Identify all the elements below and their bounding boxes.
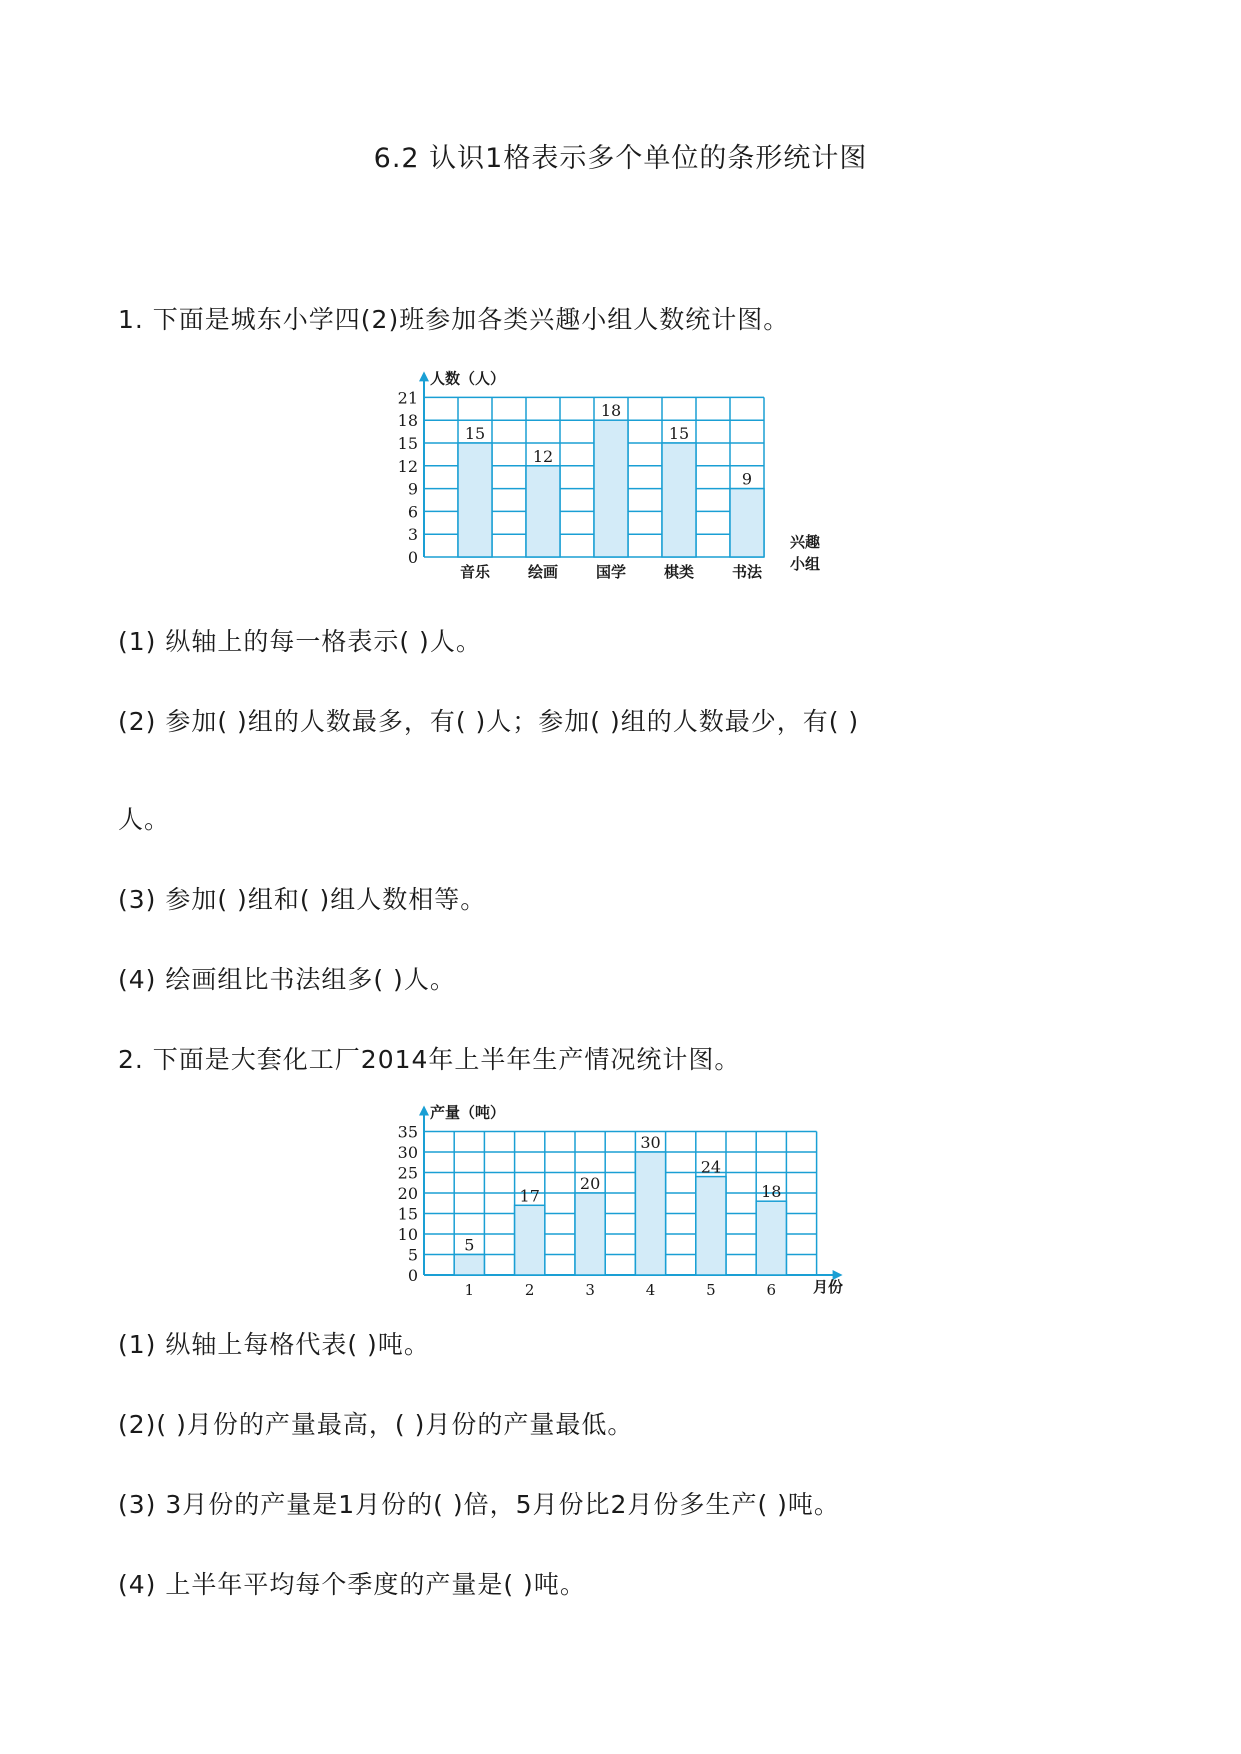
bar [730,489,764,557]
q1-sub3: (3) 参加( )组和( )组人数相等。 [118,885,487,914]
y-axis-label: 人数（人） [430,369,506,388]
bar-value-label: 17 [519,1186,540,1206]
bar-value-label: 24 [700,1157,722,1177]
y-tick-label: 15 [397,434,418,453]
y-axis-arrow [419,1106,429,1116]
y-tick-label: 20 [397,1184,418,1203]
bar [526,466,560,557]
x-axis-label: 月份 [812,1278,844,1296]
bar [594,420,628,557]
q1-sub1: (1) 纵轴上的每一格表示( )人。 [118,627,482,656]
category-label: 5 [706,1281,716,1299]
y-tick-label: 21 [397,388,418,408]
bar [662,443,696,557]
y-axis-arrow [419,371,429,381]
y-tick-label: 3 [407,525,418,545]
chart-interest-groups [380,355,860,590]
y-axis-label: 产量（吨） [430,1103,506,1122]
bar-value-label: 12 [532,446,554,466]
category-label: 4 [645,1281,656,1299]
y-tick-label: 5 [407,1245,418,1265]
category-label: 1 [464,1281,475,1299]
q2-stem: 2. 下面是大套化工厂2014年上半年生产情况统计图。 [118,1045,741,1074]
bar [696,1177,726,1275]
category-label: 棋类 [663,563,695,581]
y-tick-label: 35 [397,1122,418,1142]
q2-sub3: (3) 3月份的产量是1月份的( )倍，5月份比2月份多生产( )吨。 [118,1490,840,1519]
y-tick-label: 10 [397,1225,418,1244]
q2-sub4: (4) 上半年平均每个季度的产量是( )吨。 [118,1570,586,1599]
bar-value-label: 30 [640,1133,661,1152]
bar-value-label: 9 [741,469,753,489]
q1-sub2: (2) 参加( )组的人数最多，有( )人；参加( )组的人数最少，有( ) [118,707,860,736]
x-axis-label-line2: 小组 [789,555,821,573]
bar-value-label: 15 [668,424,690,443]
y-tick-label: 0 [407,548,418,567]
category-label: 音乐 [459,563,491,581]
q2-sub2: (2)( )月份的产量最高，( )月份的产量最低。 [118,1410,634,1439]
y-tick-label: 30 [397,1143,418,1162]
y-tick-label: 6 [407,502,418,522]
category-label: 绘画 [527,563,559,581]
q1-stem: 1. 下面是城东小学四(2)班参加各类兴趣小组人数统计图。 [118,305,790,334]
y-tick-label: 0 [407,1266,418,1285]
bar [515,1205,545,1275]
bar-value-label: 20 [579,1174,601,1193]
category-label: 3 [585,1281,595,1299]
y-tick-label: 25 [397,1163,418,1183]
y-tick-label: 18 [397,411,418,431]
q1-sub4: (4) 绘画组比书法组多( )人。 [118,965,456,994]
y-tick-label: 15 [397,1204,418,1224]
page-title: 6.2 认识1格表示多个单位的条形统计图 [373,143,868,174]
bar [635,1152,665,1275]
bar [458,443,492,557]
category-label: 书法 [731,563,763,581]
bar [575,1193,605,1275]
bar-value-label: 18 [761,1182,782,1202]
bar-value-label: 5 [464,1235,475,1255]
y-tick-label: 12 [397,456,418,476]
x-axis-label-line1: 兴趣 [789,533,821,551]
y-tick-label: 9 [407,479,418,499]
category-label: 6 [766,1281,777,1299]
bar [756,1201,786,1275]
category-label: 2 [524,1281,535,1299]
bar [454,1255,484,1276]
q2-sub1: (1) 纵轴上每格代表( )吨。 [118,1330,430,1359]
bar-value-label: 18 [600,401,622,421]
bar-value-label: 15 [464,424,486,443]
q1-sub2-cont: 人。 [118,805,171,834]
chart-production [380,1095,860,1305]
category-label: 国学 [595,563,627,581]
